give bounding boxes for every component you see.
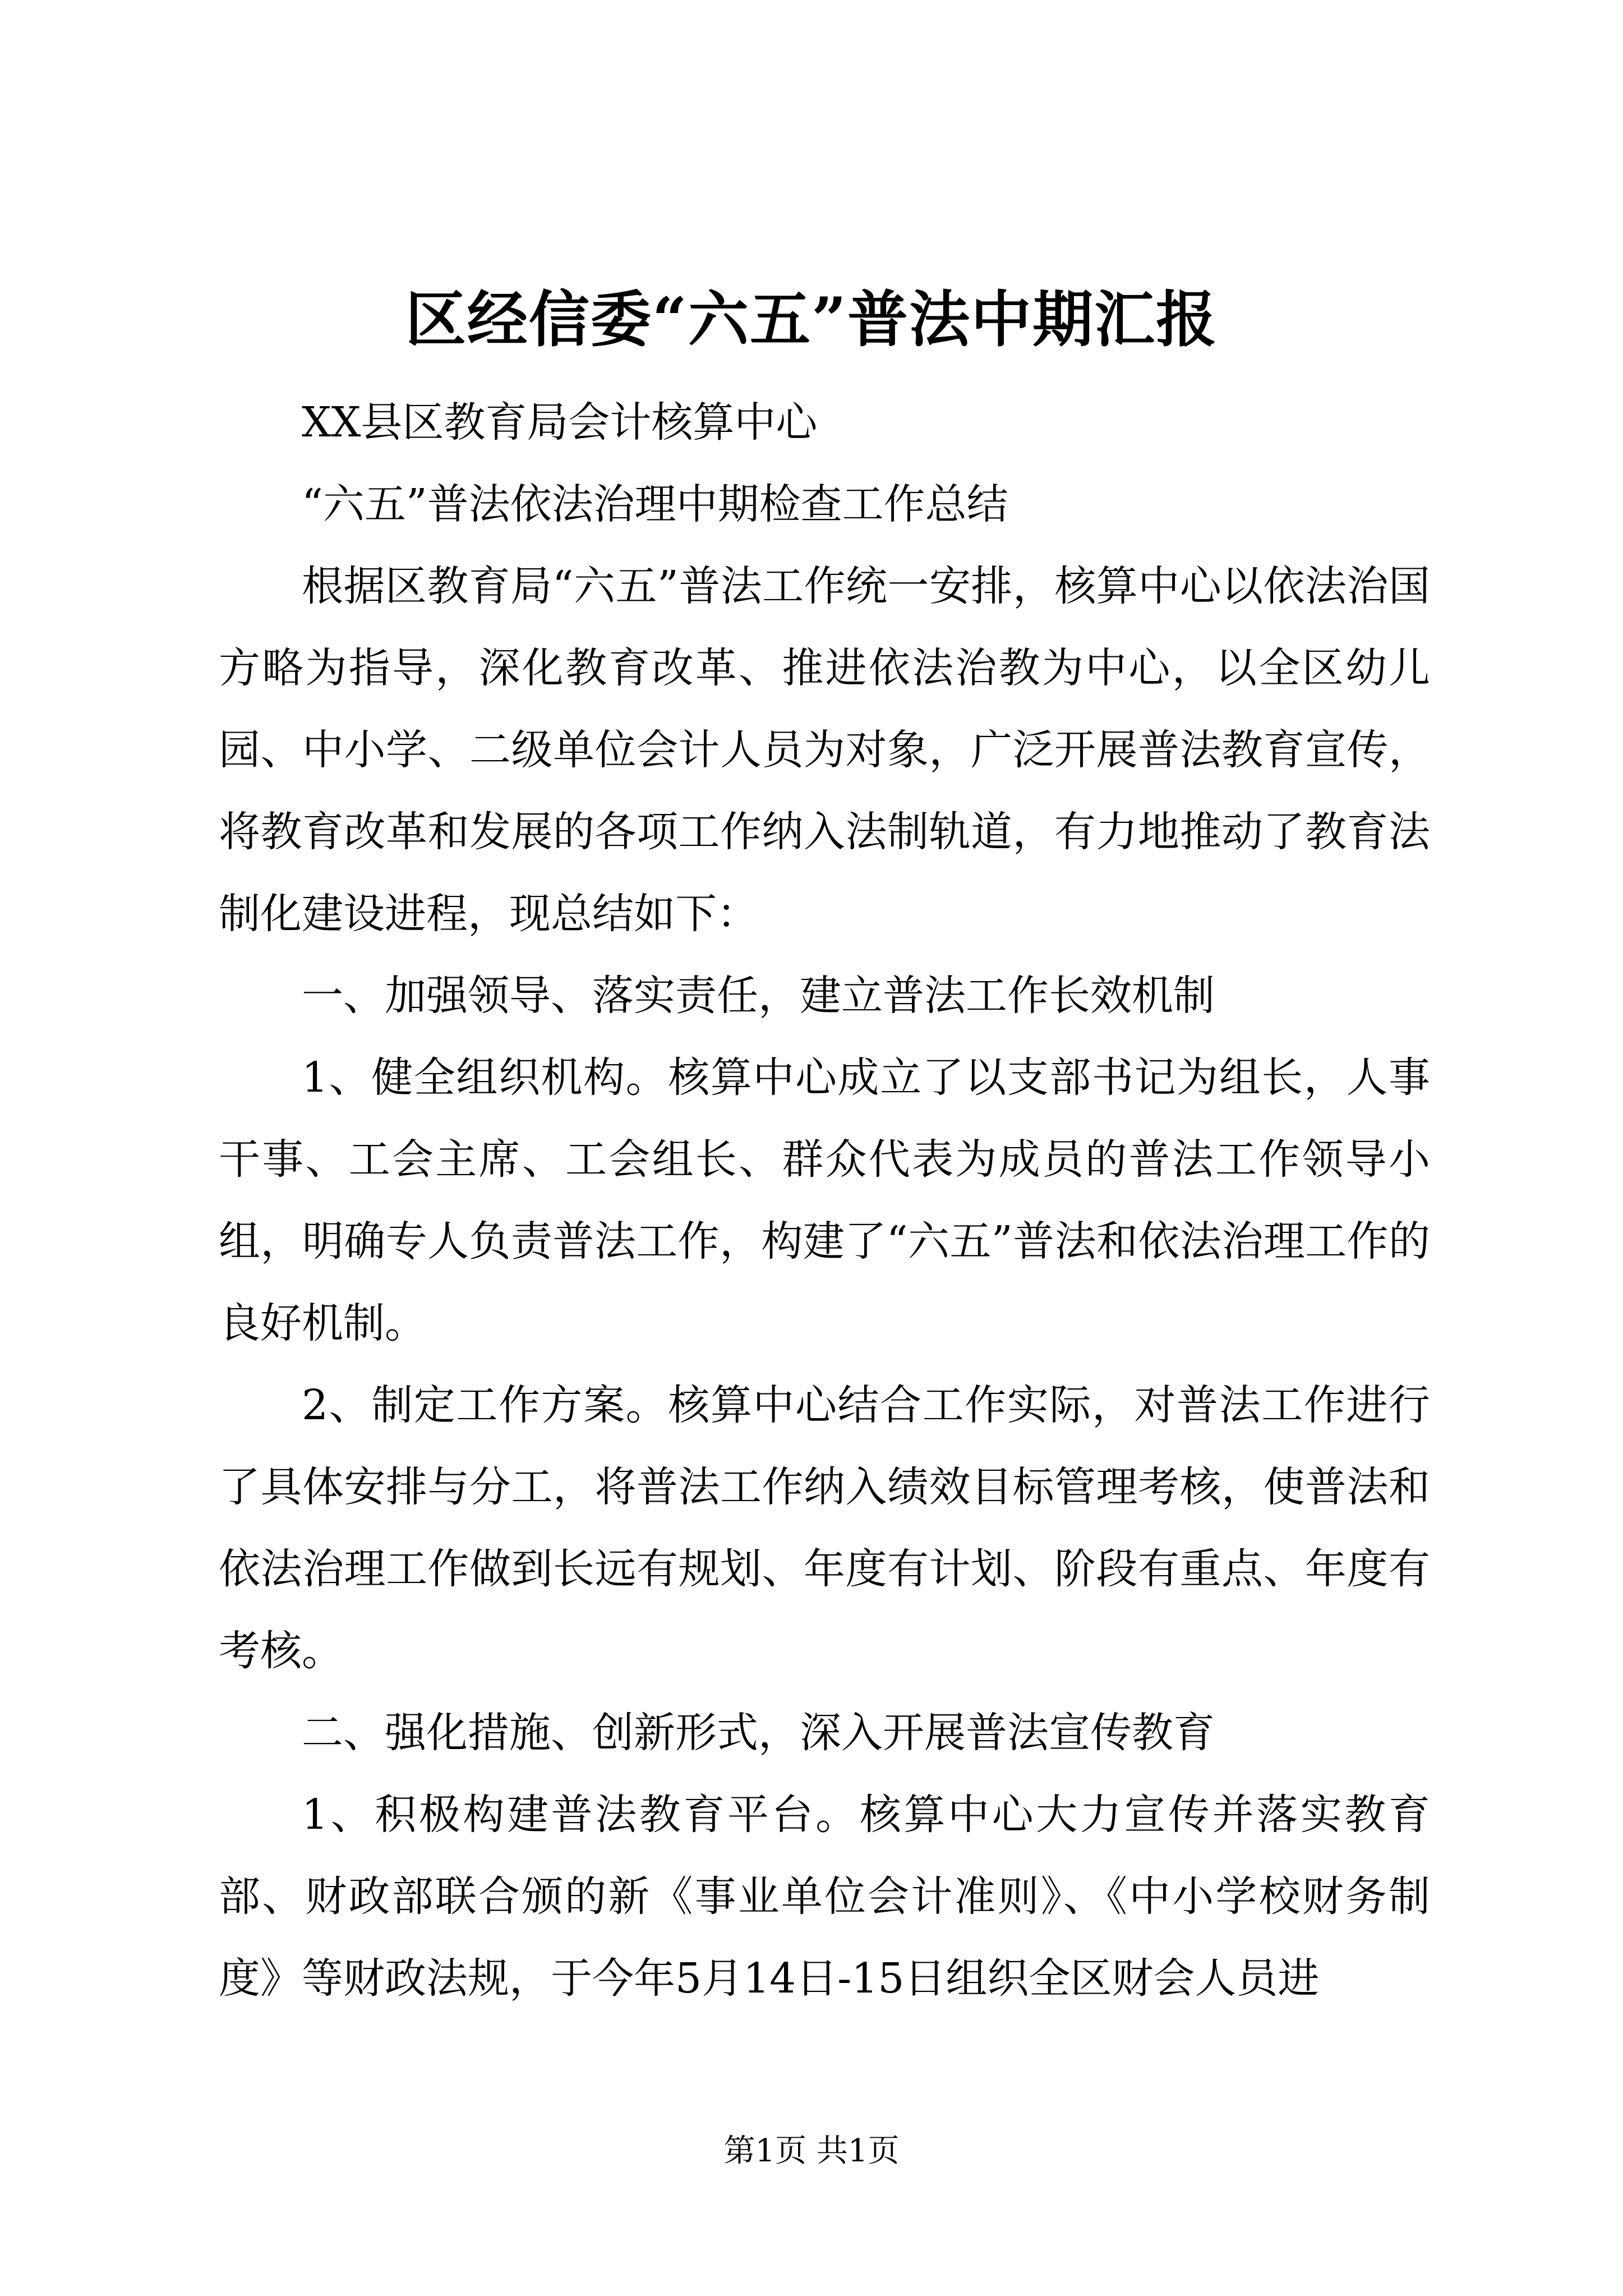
paragraph-2-1: 1、积极构建普法教育平台。核算中心大力宣传并落实教育部、财政部联合颁的新《事业单位会计准则》、《中小学校财务制度》等财政法规，于今年5月14日-15日组织全区财会人员进	[219, 1791, 1430, 2003]
paragraph-intro: 根据区教育局“六五”普法工作统一安排，核算中心以依法治国方略为指导，深化教育改革、推进依法治教为中心，以全区幼儿园、中小学、二级单位会计人员为对象，广泛开展普法教育宣传，将教育改革和发展的各项工作纳入法制轨道，有力地推动了教育法制化建设进程，现总结如下：	[219, 562, 1430, 938]
section-heading-1: 一、加强领导、落实责任，建立普法工作长效机制	[302, 972, 1215, 1020]
paragraph-1-2: 2、制定工作方案。核算中心结合工作实际，对普法工作进行了具体安排与分工，将普法工作纳入绩效目标管理考核，使普法和依法治理工作做到长远有规划、年度有计划、阶段有重点、年度有考核。	[219, 1381, 1430, 1675]
paragraph-1-1: 1、健全组织机构。核算中心成立了以支部书记为组长，人事干事、工会主席、工会组长、群众代表为成员的普法工作领导小组，明确专人负责普法工作，构建了“六五”普法和依法治理工作的良好机制。	[219, 1053, 1430, 1347]
page-footer: 第1页 共1页	[723, 2133, 900, 2169]
document-body	[219, 381, 1430, 2019]
document-title: 区经信委“六五”普法中期汇报	[405, 284, 1218, 355]
paragraph-organization: XX县区教育局会计核算中心	[302, 398, 818, 447]
paragraph-subtitle: “六五”普法依法治理中期检查工作总结	[302, 480, 1008, 528]
section-heading-2: 二、强化措施、创新形式，深入开展普法宣传教育	[302, 1709, 1215, 1757]
